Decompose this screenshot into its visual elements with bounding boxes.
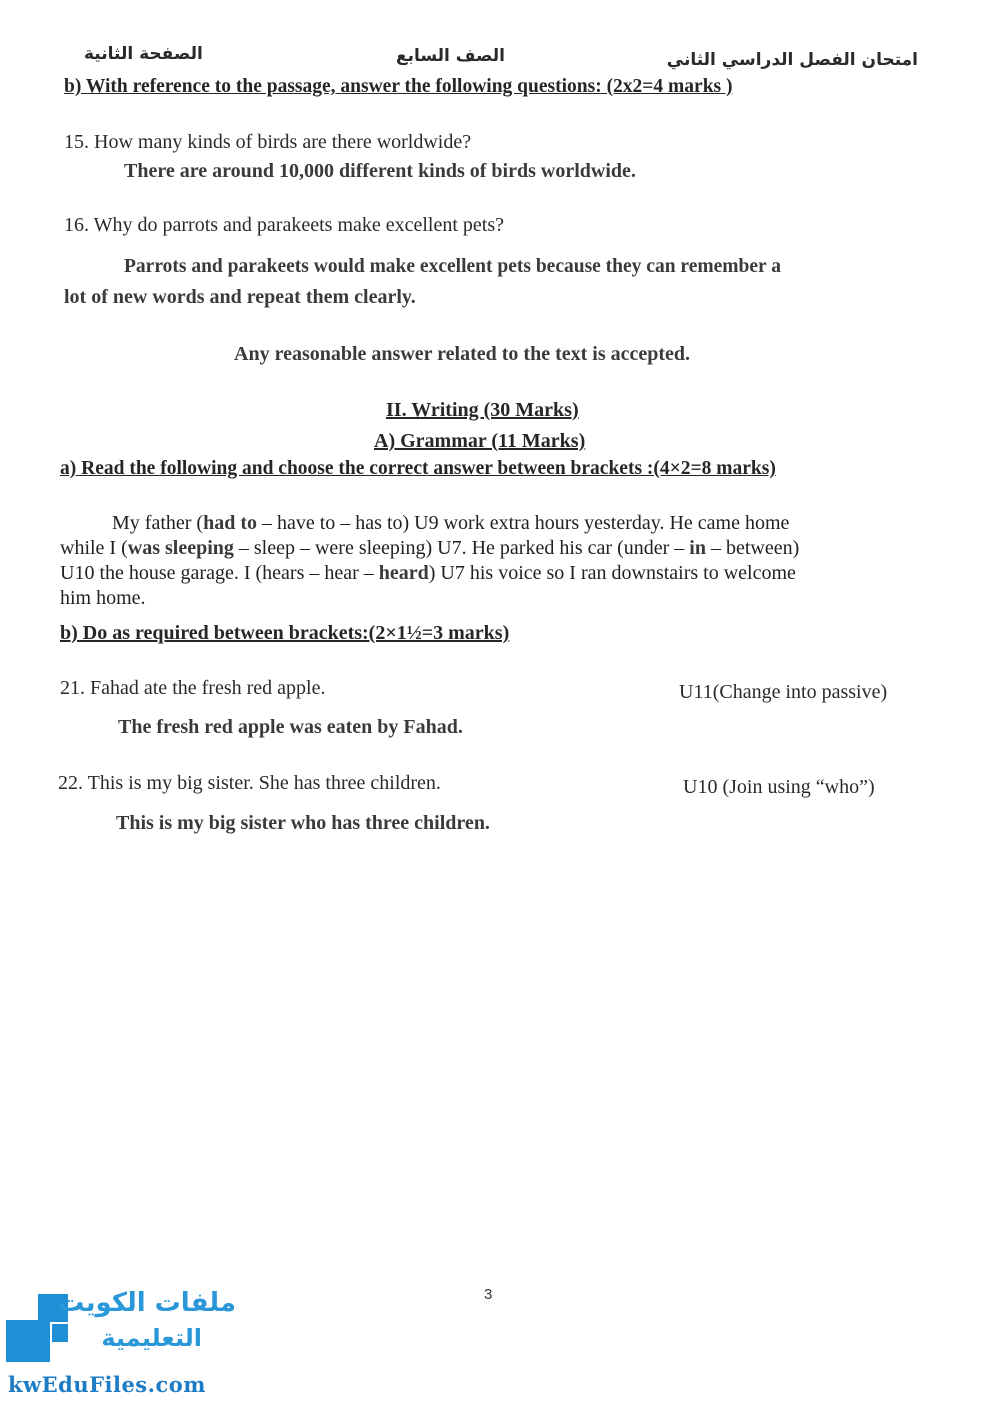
- logo: [0, 1280, 260, 1402]
- question-16: 16. Why do parrots and parakeets make excellent pets?: [64, 214, 505, 236]
- question-22: 22. This is my big sister. She has three children.: [58, 772, 441, 794]
- paragraph-line-3: U10 the house garage. I (hears – hear – heard) U7 his voice so I ran downstairs to welcome: [60, 562, 796, 584]
- reading-b-heading: b) With reference to the passage, answer the following questions: (2x2=4 marks ): [64, 76, 733, 97]
- writing-title: II. Writing (30 Marks): [386, 399, 579, 421]
- paragraph-line-4: him home.: [60, 587, 146, 609]
- question-21: 21. Fahad ate the fresh red apple.: [60, 677, 326, 699]
- choice-answer: in: [689, 537, 706, 559]
- answer-16-line-2: lot of new words and repeat them clearly.: [64, 286, 416, 308]
- reasonable-answer-note: Any reasonable answer related to the text is accepted.: [234, 343, 691, 365]
- choice-answer: heard: [378, 562, 429, 584]
- choice-answer: had to: [203, 512, 257, 534]
- exam-title-arabic: امتحان الفصل الدراسي الثاني: [666, 50, 918, 70]
- choice-answer: was sleeping: [127, 537, 234, 559]
- answer-15: There are around 10,000 different kinds of birds worldwide.: [124, 160, 636, 182]
- paragraph-line-1: My father (had to – have to – has to) U9 work extra hours yesterday. He came home: [112, 512, 790, 534]
- question-15: 15. How many kinds of birds are there worldwide?: [64, 131, 472, 153]
- logo-url: kwEduFiles.com: [8, 1372, 206, 1397]
- logo-arabic-line-1: ملفات الكويت: [58, 1288, 236, 1318]
- grammar-a-heading: a) Read the following and choose the correct answer between brackets :(4×2=8 marks): [60, 458, 776, 479]
- page-number: 3: [484, 1286, 493, 1303]
- paragraph-line-2: while I (was sleeping – sleep – were sleeping) U7. He parked his car (under – in – between): [60, 537, 800, 559]
- grammar-paragraph: [60, 511, 932, 611]
- logo-square-right: [52, 1324, 68, 1342]
- instruction-21: U11(Change into passive): [679, 681, 888, 703]
- grammar-subtitle: A) Grammar (11 Marks): [374, 430, 586, 452]
- grade-arabic: الصف السابع: [396, 46, 506, 66]
- logo-arabic-line-2: التعليمية: [101, 1324, 202, 1352]
- instruction-22: U10 (Join using “who”): [683, 776, 875, 798]
- grammar-b-heading: b) Do as required between brackets:(2×1½=3 marks): [60, 622, 510, 644]
- logo-square-large: [6, 1320, 50, 1362]
- answer-21: The fresh red apple was eaten by Fahad.: [118, 716, 463, 738]
- page-label-arabic: الصفحة الثانية: [84, 44, 203, 64]
- answer-22: This is my big sister who has three children.: [116, 812, 490, 834]
- answer-16-line-1: Parrots and parakeets would make excellent pets because they can remember a: [124, 256, 781, 277]
